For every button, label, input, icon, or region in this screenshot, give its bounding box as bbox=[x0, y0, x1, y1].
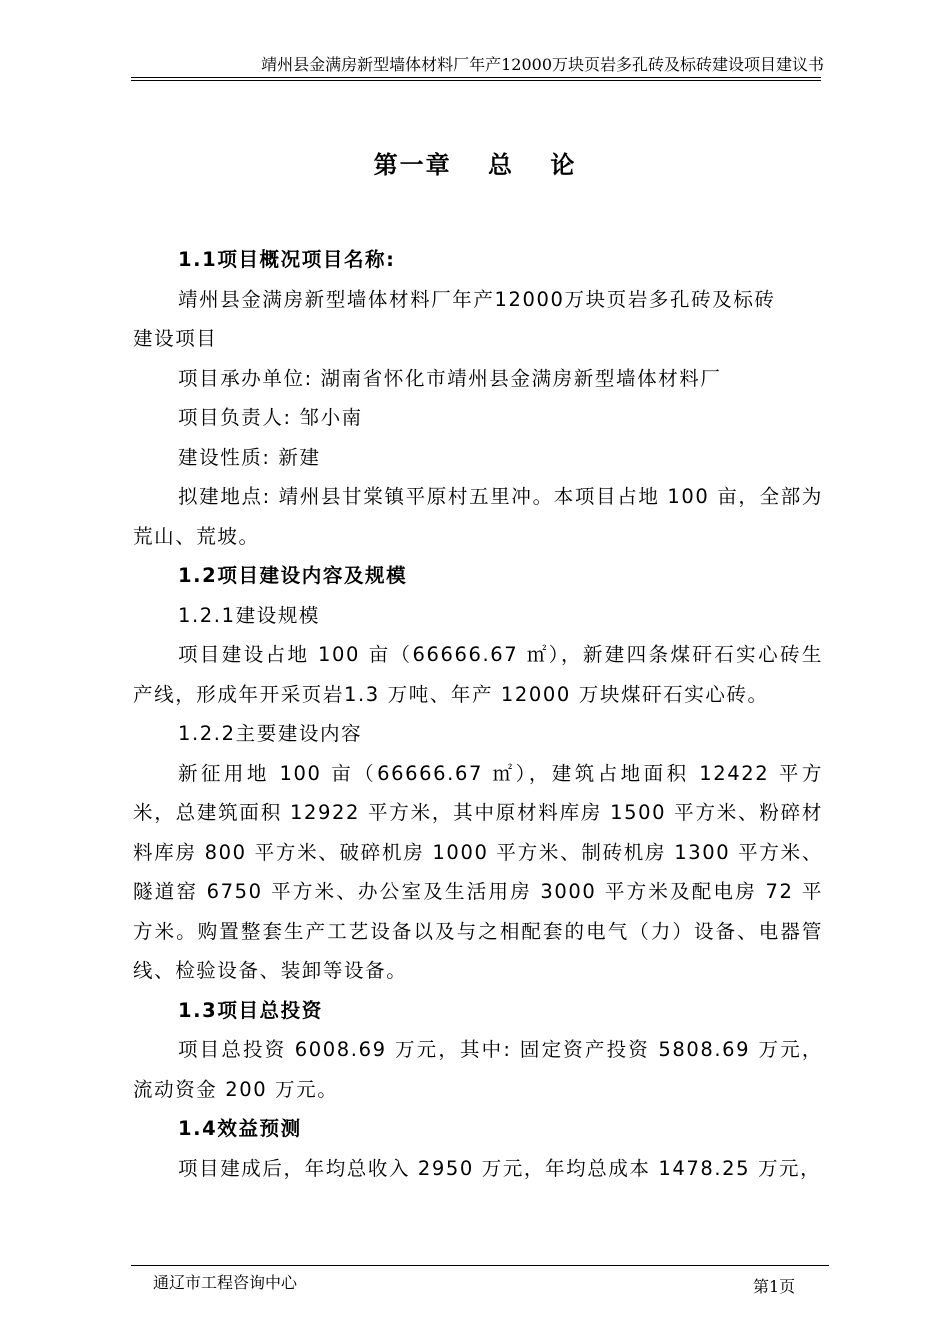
footer-rule bbox=[131, 1265, 829, 1266]
chapter-title: 第一章 总 论 bbox=[373, 151, 577, 179]
project-name-line2: 建设项目 bbox=[133, 327, 218, 350]
document-body bbox=[133, 240, 823, 1188]
undertaker-paragraph: 项目承办单位: 湖南省怀化市靖州县金满房新型墙体材料厂 bbox=[178, 366, 722, 390]
footer-organization: 通辽市工程咨询中心 bbox=[153, 1273, 298, 1292]
responsible-paragraph: 项目负责人: 邹小南 bbox=[178, 406, 363, 429]
content-paragraph: 新征用地 100 亩（66666.67 ㎡），建筑占地面积 12422 平方米，总建筑面积 12922 平方米，其中原材料库房 1500 平方米、粉碎材料库房 800 平方米、破碎机房 1000 平方米、制砖机房 1300 平方米、隧道窑 6750 平方米、办公室及生活用房 3000 平方米及配电房 72 平方米。购置整套生产工艺设备以及与之相配套的电气（力）设备、电器管线、检验设备、装卸等设备。 bbox=[133, 761, 823, 982]
scale-paragraph: 项目建设占地 100 亩（66666.67 ㎡），新建四条煤矸石实心砖生产线，形成年开采页岩1.3 万吨、年产 12000 万块煤矸石实心砖。 bbox=[133, 643, 823, 706]
section-heading-1-2-2: 1.2.2主要建设内容 bbox=[178, 722, 363, 745]
site-paragraph: 拟建地点: 靖州县甘棠镇平原村五里冲。本项目占地 100 亩，全部为荒山、荒坡。 bbox=[133, 485, 823, 548]
section-heading-1-3: 1.3项目总投资 bbox=[178, 998, 323, 1022]
investment-paragraph: 项目总投资 6008.69 万元，其中: 固定资产投资 5808.69 万元，流动资金 200 万元。 bbox=[133, 1038, 823, 1101]
section-heading-1-1: 1.1项目概况项目名称: bbox=[178, 248, 396, 271]
section-heading-1-2: 1.2项目建设内容及规模 bbox=[178, 564, 408, 587]
page-number: 第1页 bbox=[753, 1277, 796, 1296]
project-name-line1: 靖州县金满房新型墙体材料厂年产12000万块页岩多孔砖及标砖 bbox=[178, 287, 776, 311]
section-heading-1-2-1: 1.2.1建设规模 bbox=[178, 603, 321, 627]
section-heading-1-4: 1.4效益预测 bbox=[178, 1117, 302, 1140]
benefit-paragraph: 项目建成后，年均总收入 2950 万元，年均总成本 1478.25 万元， bbox=[178, 1156, 822, 1180]
header-rule-thin bbox=[131, 80, 821, 81]
header-rule bbox=[131, 77, 821, 78]
nature-paragraph: 建设性质: 新建 bbox=[178, 445, 321, 469]
running-header: 靖州县金满房新型墙体材料厂年产12000万块页岩多孔砖及标砖建设项目建议书 bbox=[261, 55, 824, 74]
